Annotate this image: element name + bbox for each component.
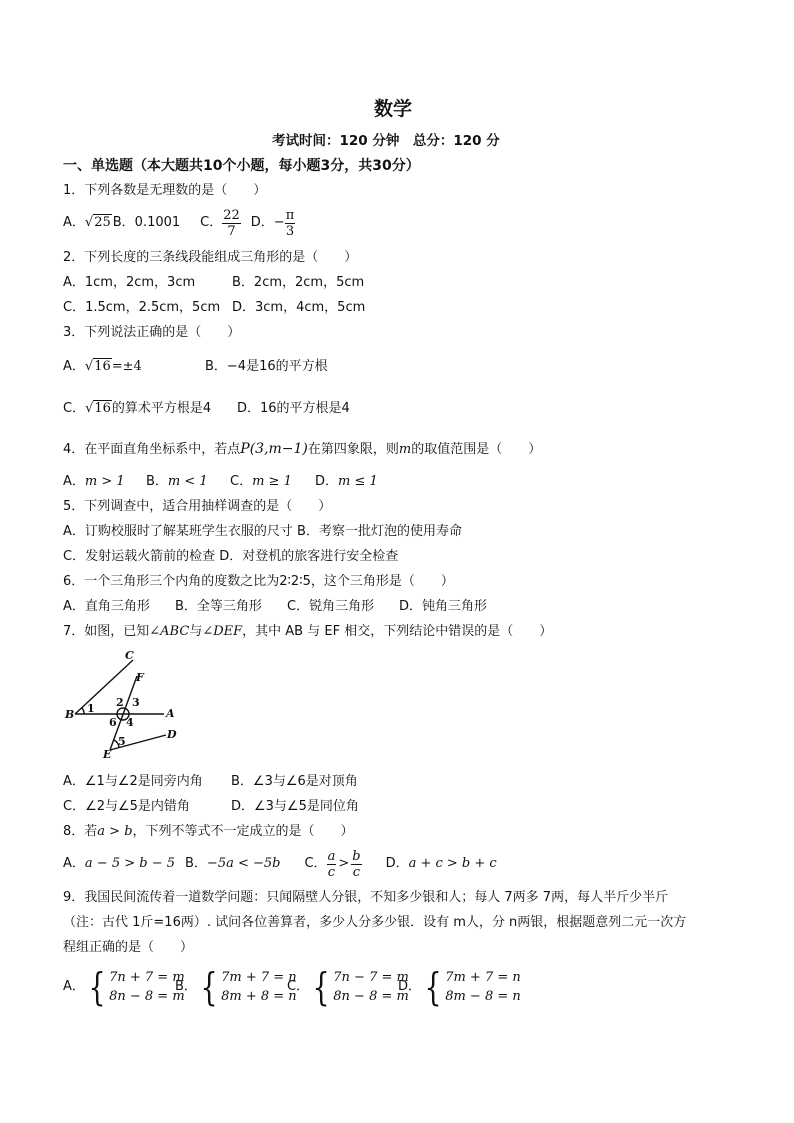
q5-options-cd: C．发射运载火箭前的检查 D．对登机的旅客进行安全检查: [63, 549, 399, 564]
q7-option-b: B．∠3与∠6是对顶角: [231, 774, 358, 789]
q7-stem: 7．如图，已知∠ABC与∠DEF，其中 AB 与 EF 相交，下列结论中错误的是（ ）: [63, 624, 553, 639]
q5-options-ab: A．订购校服时了解某班学生衣服的尺寸 B．考察一批灯泡的使用寿命: [63, 524, 462, 539]
label-angle-1: 1: [87, 702, 95, 715]
q3-option-d: D．16的平方根是4: [237, 401, 350, 416]
q3-stem: 3．下列说法正确的是（ ）: [63, 325, 241, 340]
q1-option-c-fraction: $\frac{22}{7}$: [223, 207, 240, 239]
q2-option-d: D．3cm，4cm，5cm: [232, 300, 366, 315]
q9-line3: 程组正确的是（ ）: [63, 940, 194, 955]
q4-stem: 4．在平面直角坐标系中，若点P(3,m−1)在第四象限，则m的取值范围是（ ）: [63, 441, 542, 457]
q6-stem: 6．一个三角形三个内角的度数之比为2∶2∶5，这个三角形是（ ）: [63, 574, 454, 589]
q8-option-a: a − 5 > b − 5: [84, 856, 175, 871]
label-D: D: [167, 728, 177, 741]
q9-line2: （注：古代 1斤=16两）. 试问各位善算者，多少人分多少银．设有 m人，分 n两银，根据题意列二元一次方: [63, 915, 687, 930]
q2-option-c: C．1.5cm，2.5cm，5cm: [63, 300, 221, 315]
q3-option-b: B．−4是16的平方根: [205, 359, 328, 374]
q4-option-c: C．m ≥ 1: [230, 474, 292, 489]
q8-options: A． a − 5 > b − 5 B． −5a < −5b C． $\frac{a}{c}$ > $\frac{b}{c}$ D． a + c > b + c: [63, 846, 497, 882]
q8-stem: 8．若a > b，下列不等式不一定成立的是（ ）: [63, 824, 354, 839]
label-angle-6: 6: [109, 716, 117, 729]
section-heading: 一、单选题（本大题共10个小题，每小题3分，共30分）: [63, 158, 420, 174]
q8-option-b: −5a < −5b: [206, 856, 281, 871]
label-angle-5: 5: [118, 735, 126, 748]
q6-option-a: A．直角三角形: [63, 599, 150, 614]
q7-option-c: C．∠2与∠5是内错角: [63, 799, 190, 814]
q9-line1: 9．我国民间流传着一道数学问题：只闻隔壁人分银，不知多少银和人；每人 7两多 7两，每人半斤少半斤: [63, 890, 669, 905]
q9-option-b: B． { 7m + 7 = n 8m + 8 = n: [175, 965, 297, 1009]
q3-option-a: A．√16=±4: [63, 359, 142, 374]
label-angle-4: 4: [126, 716, 134, 729]
q5-stem: 5．下列调查中，适合用抽样调查的是（ ）: [63, 499, 332, 514]
q2-stem: 2．下列长度的三条线段能组成三角形的是（ ）: [63, 250, 358, 265]
q9-option-c: C． { 7n − 7 = m 8n − 8 = m: [287, 965, 409, 1009]
q3-option-c: C．√16的算术平方根是4: [63, 401, 212, 416]
q7-option-d: D．∠3与∠5是同位角: [231, 799, 359, 814]
q8-option-d: a + c > b + c: [408, 856, 497, 871]
q3-option-a-sqrt: √16: [84, 359, 111, 374]
q1-option-d-label: D．−: [250, 215, 285, 230]
label-E: E: [103, 748, 112, 760]
q4-option-b: B．m < 1: [146, 474, 208, 489]
q4-option-d: D．m ≤ 1: [315, 474, 378, 489]
q1-stem: 1．下列各数是无理数的是（ ）: [63, 183, 267, 198]
label-angle-3: 3: [132, 696, 140, 709]
q6-option-d: D．钝角三角形: [399, 599, 488, 614]
label-A: A: [166, 707, 175, 720]
q8-option-c-frac2: $\frac{b}{c}$: [352, 848, 361, 880]
q1-option-d-fraction: $\frac{\pi}{3}$: [285, 207, 295, 239]
label-C: C: [125, 649, 134, 662]
q6-option-c: C．锐角三角形: [287, 599, 375, 614]
q1-option-c-label: C．: [200, 215, 223, 230]
q2-option-a: A．1cm，2cm，3cm: [63, 275, 196, 290]
label-B: B: [65, 708, 75, 721]
q1-option-a-label: A．: [63, 215, 85, 230]
q1-options: [63, 205, 295, 241]
angle-arc-1: [82, 708, 84, 714]
q9-option-d: D． { 7m + 7 = n 8m − 8 = n: [398, 965, 521, 1009]
label-angle-2: 2: [116, 696, 124, 709]
q1-option-b: B．0.1001: [112, 215, 181, 230]
q9-option-a: A． { 7n + 7 = m 8n − 8 = m: [63, 965, 185, 1009]
q4-point: P(3,m−1): [240, 441, 308, 457]
q1-option-a-sqrt: √25: [84, 215, 111, 230]
label-F: F: [136, 671, 144, 684]
q2-option-b: B．2cm，2cm，5cm: [232, 275, 365, 290]
q7-figure: [62, 648, 192, 760]
q6-option-b: B．全等三角形: [175, 599, 262, 614]
page-title: 数学: [374, 98, 413, 120]
q8-option-c-frac1: $\frac{a}{c}$: [327, 848, 336, 880]
q4-option-a: A．m > 1: [63, 474, 125, 489]
exam-info: 考试时间：120 分钟 总分：120 分: [272, 133, 500, 149]
line-BC: [75, 660, 133, 714]
q3-option-c-sqrt: √16: [85, 401, 111, 416]
q7-option-a: A．∠1与∠2是同旁内角: [63, 774, 203, 789]
